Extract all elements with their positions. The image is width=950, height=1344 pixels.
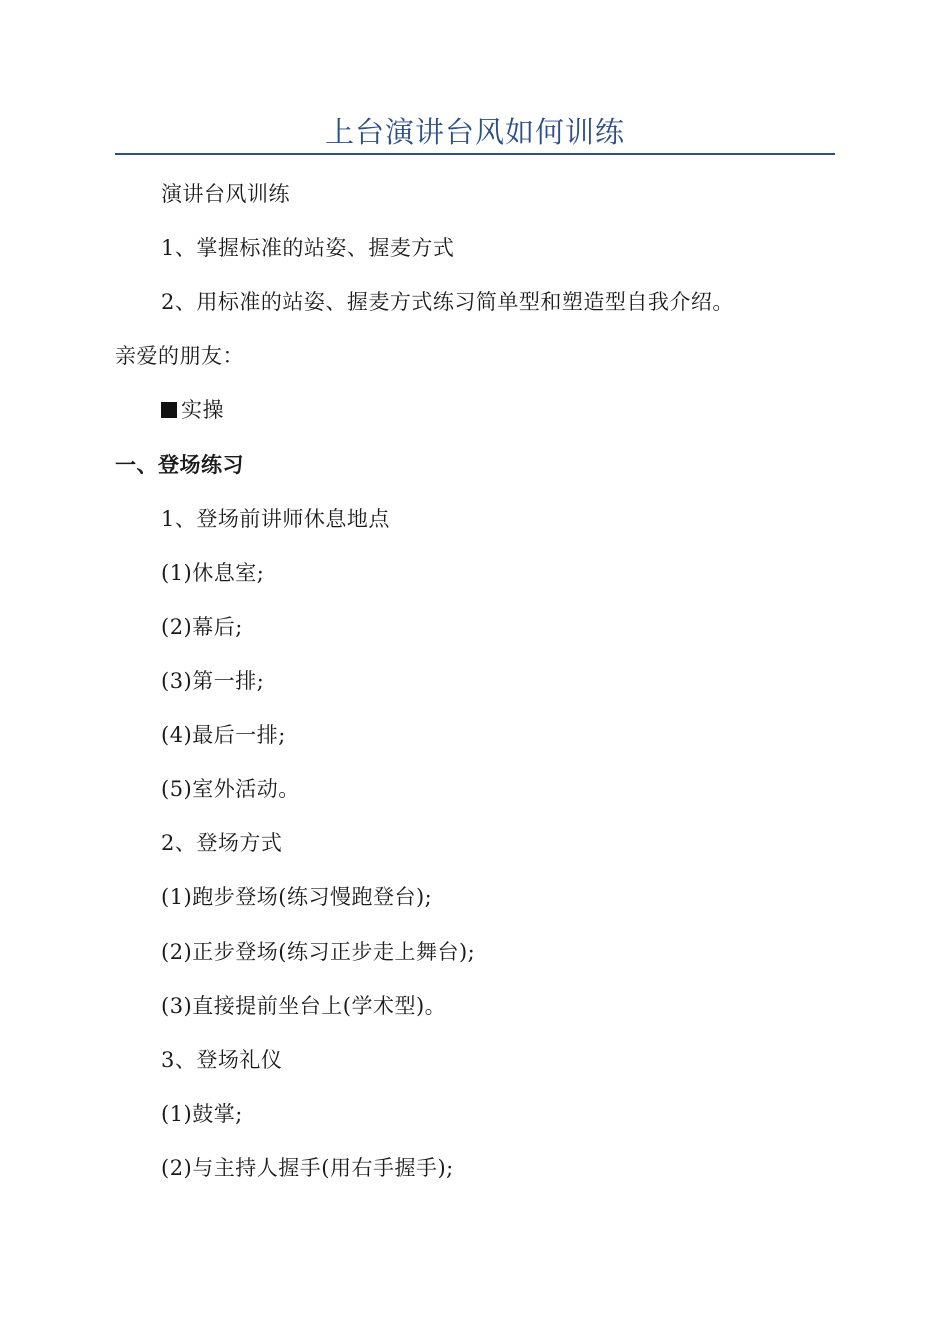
section-subtitle: 演讲台风训练: [161, 182, 290, 206]
list-item: (2)幕后;: [161, 615, 243, 639]
list-item: (4)最后一排;: [161, 723, 286, 747]
list-item: (3)直接提前坐台上(学术型)。: [161, 994, 447, 1018]
page-title: 上台演讲台风如何训练: [324, 115, 625, 149]
list-item: (3)第一排;: [161, 669, 265, 693]
title-underline: [115, 153, 835, 155]
list-item: (2)与主持人握手(用右手握手);: [161, 1156, 454, 1180]
paragraph-line: 2、用标准的站姿、握麦方式练习简单型和塑造型自我介绍。: [161, 290, 734, 314]
practice-heading: [161, 395, 224, 425]
list-item: (2)正步登场(练习正步走上舞台);: [161, 940, 476, 964]
salutation-line: 亲爱的朋友：: [115, 344, 244, 368]
list-heading: 2、登场方式: [161, 831, 283, 855]
list-item: (5)室外活动。: [161, 777, 300, 801]
black-square-bullet-icon: [161, 402, 177, 418]
paragraph-line: 1、掌握标准的站姿、握麦方式: [161, 236, 455, 260]
list-heading: 3、登场礼仪: [161, 1048, 283, 1072]
list-item: (1)跑步登场(练习慢跑登台);: [161, 885, 433, 909]
list-item: (1)休息室;: [161, 561, 265, 585]
practice-label: 实操: [181, 398, 224, 422]
section-heading: 一、登场练习: [115, 452, 244, 477]
list-heading: 1、登场前讲师休息地点: [161, 507, 390, 531]
list-item: (1)鼓掌;: [161, 1102, 243, 1126]
